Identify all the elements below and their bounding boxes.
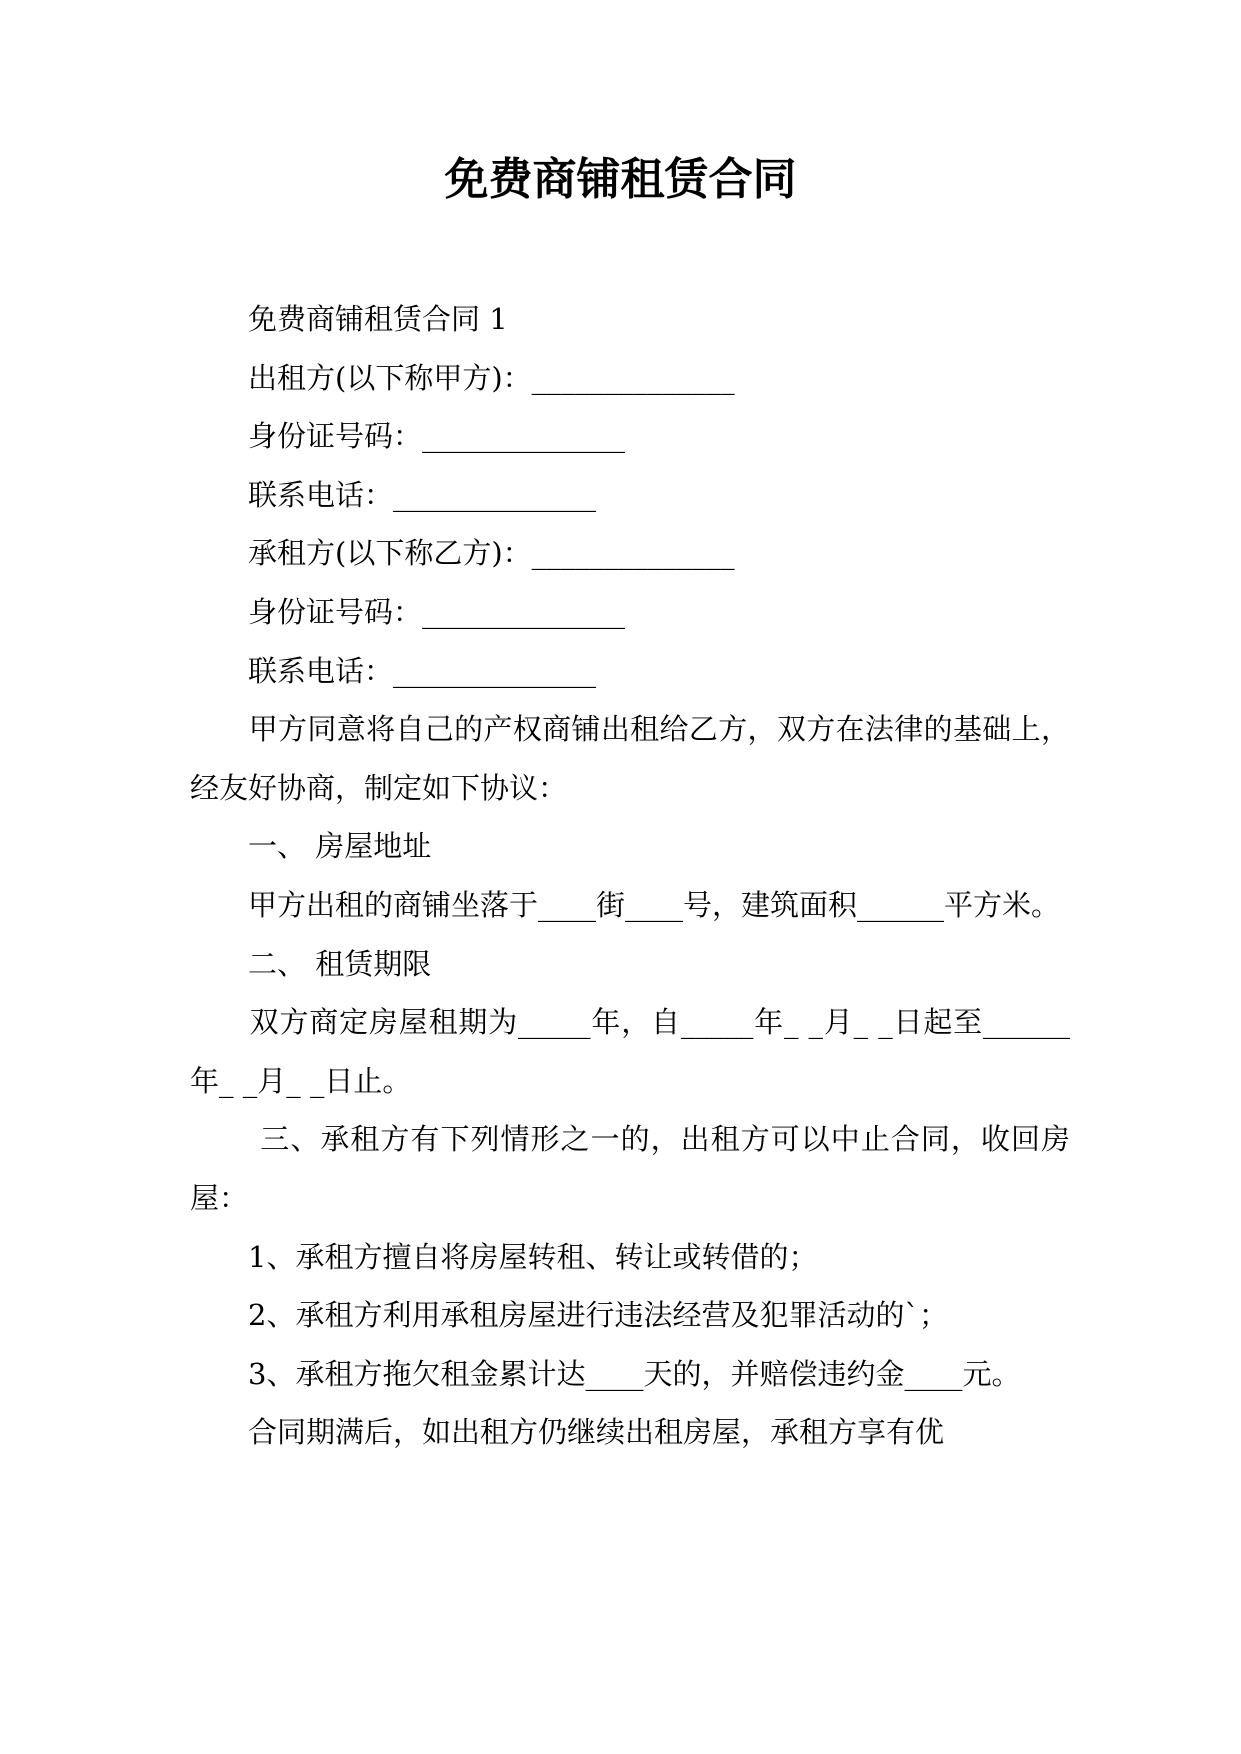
section-heading-address: 一、 房屋地址: [190, 829, 432, 864]
paragraph-renewal: 合同期满后，如出租方仍继续出租房屋，承租方享有优: [190, 1415, 945, 1450]
document-body: [190, 290, 1070, 1462]
paragraph-lessee-id: 身份证号码：______________: [190, 594, 626, 629]
document-title: 免费商铺租赁合同: [444, 154, 797, 205]
paragraph-lessor: 出租方(以下称甲方)：______________: [190, 360, 735, 395]
paragraph-lessor-id: 身份证号码：______________: [190, 419, 626, 454]
clause-1: 1、承租方擅自将房屋转租、转让或转借的；: [190, 1239, 818, 1274]
paragraph-contract-heading: 免费商铺租赁合同 1: [190, 302, 508, 336]
section-heading-term: 二、 租赁期限: [190, 946, 432, 981]
paragraph-lessee: 承租方(以下称乙方)：______________: [190, 536, 735, 571]
paragraph-lessor-phone: 联系电话：______________: [190, 477, 597, 512]
paragraph-lessee-phone: 联系电话：______________: [190, 653, 597, 688]
section-heading-termination: 三、承租方有下列情形之一的，出租方可以中止合同，收回房屋：: [190, 1122, 1070, 1215]
paragraph-agreement-intro: 甲方同意将自己的产权商铺出租给乙方，双方在法律的基础上，经友好协商，制定如下协议：: [190, 712, 1070, 805]
clause-3: 3、承租方拖欠租金累计达____天的，并赔偿违约金____元。: [190, 1356, 1021, 1391]
clause-2: 2、承租方利用承租房屋进行违法经营及犯罪活动的`；: [190, 1298, 948, 1333]
paragraph-address: 甲方出租的商铺坐落于____街____号，建筑面积______平方米。: [190, 887, 1061, 922]
paragraph-term: 双方商定房屋租期为_____年，自_____年_ _月_ _日起至______年_ _月_ _日止。: [190, 1005, 1070, 1098]
